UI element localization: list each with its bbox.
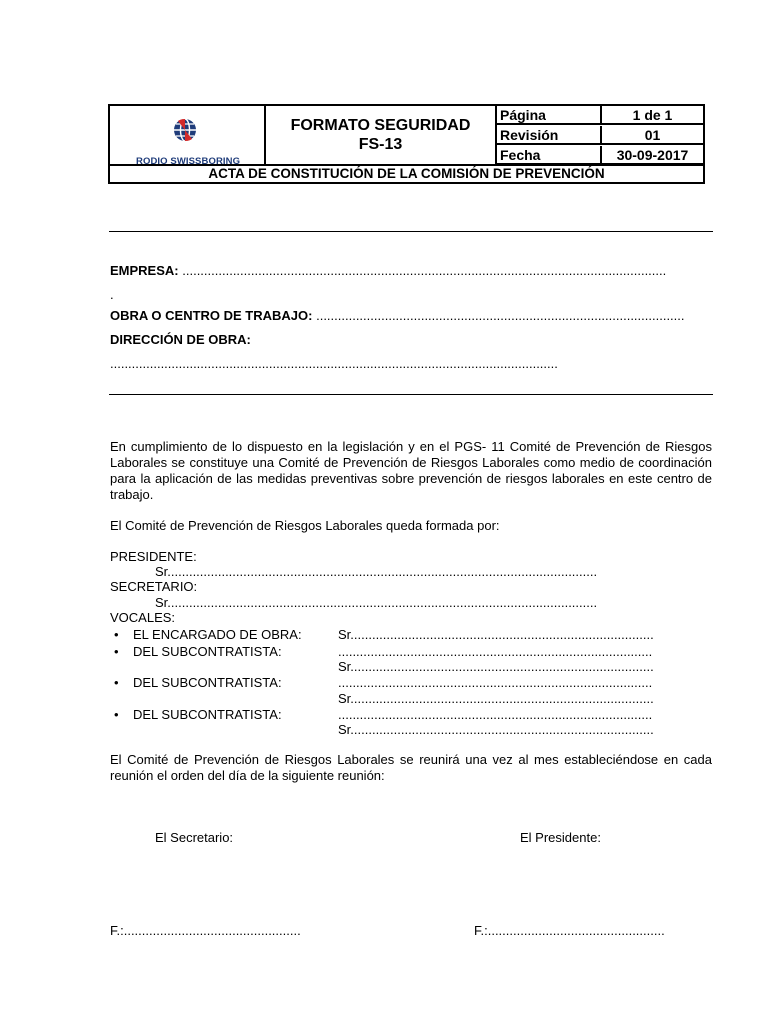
form-title-line1: FORMATO SEGURIDAD [290, 117, 471, 134]
vocal-role: DEL SUBCONTRATISTA: [133, 707, 282, 722]
empresa-dot-line: . [110, 287, 114, 302]
divider-top [109, 231, 713, 232]
empresa-label: EMPRESA: [110, 263, 179, 278]
vocal-sr: Sr.................................................................................... [338, 659, 654, 674]
bullet-icon: • [114, 644, 119, 659]
vocal-sr: Sr.................................................................................... [338, 691, 654, 706]
vocal-role: EL ENCARGADO DE OBRA: [133, 627, 302, 642]
vocal-role: DEL SUBCONTRATISTA: [133, 644, 282, 659]
empresa-field [110, 263, 666, 279]
meta-label: Revisión [497, 126, 602, 145]
presidente-signature-label: El Presidente: [520, 830, 601, 845]
secretario-label: SECRETARIO: [110, 579, 198, 594]
presidente-signature-line: F.:................................................. [474, 923, 665, 938]
direccion-dots: ............................................................................................................................ [110, 356, 558, 371]
company-logo [122, 116, 254, 167]
form-subtitle: ACTA DE CONSTITUCIÓN DE LA COMISIÓN DE PREVENCIÓN [110, 164, 703, 182]
meeting-paragraph: El Comité de Prevención de Riesgos Laborales se reunirá una vez al mes estableciéndose en cada reunión el orden del día de la siguiente reunión: [110, 752, 712, 783]
meta-row-fecha [497, 146, 703, 165]
vocal-line: Sr.................................................................................... [338, 627, 654, 642]
obra-field [110, 308, 685, 324]
presidente-sr: Sr....................................................................................................................... [155, 564, 598, 579]
meta-label: Página [497, 106, 602, 125]
logo-text: RODIO SWISSBORING [136, 156, 241, 167]
secretario-sr: Sr....................................................................................................................... [155, 595, 598, 610]
presidente-label: PRESIDENTE: [110, 549, 197, 564]
meta-value: 1 de 1 [602, 106, 703, 125]
obra-dots: ...................................................................................................... [316, 308, 685, 323]
direccion-label: DIRECCIÓN DE OBRA: [110, 332, 251, 347]
meta-label: Fecha [497, 146, 602, 165]
vocal-line: ....................................................................................... [338, 675, 653, 690]
vocal-sr: Sr.................................................................................... [338, 722, 654, 737]
meta-row-pagina [497, 106, 703, 125]
vocal-line: ....................................................................................... [338, 644, 653, 659]
bullet-icon: • [114, 675, 119, 690]
secretario-signature-line: F.:................................................. [110, 923, 301, 938]
formed-by-text: El Comité de Prevención de Riesgos Laborales queda formada por: [110, 518, 500, 533]
form-title [266, 106, 497, 164]
meta-row-revision [497, 126, 703, 145]
intro-paragraph: En cumplimiento de lo dispuesto en la legislación y en el PGS- 11 Comité de Prevención de Riesgos Laborales se constituye una Comité de Prevención de Riesgos Laborales como medio de coordinación para la aplicación de las medidas preventivas sobre prevención de riesgos laborales en este centro de trabajo. [110, 439, 712, 502]
vocal-line: ....................................................................................... [338, 707, 653, 722]
form-code: FS-13 [358, 136, 403, 153]
form-meta [497, 106, 703, 164]
divider-bottom [109, 394, 713, 395]
vocal-role: DEL SUBCONTRATISTA: [133, 675, 282, 690]
logo-cell [110, 106, 266, 167]
bullet-icon: • [114, 627, 119, 642]
vocales-label: VOCALES: [110, 610, 176, 625]
bullet-icon: • [114, 707, 119, 722]
obra-label: OBRA O CENTRO DE TRABAJO: [110, 308, 313, 323]
meta-value: 01 [602, 126, 703, 145]
form-header-table [108, 104, 705, 184]
meta-value: 30-09-2017 [602, 146, 703, 165]
secretario-signature-label: El Secretario: [155, 830, 234, 845]
empresa-dots: ...................................................................................................................................... [182, 263, 667, 278]
globe-icon [122, 116, 254, 156]
